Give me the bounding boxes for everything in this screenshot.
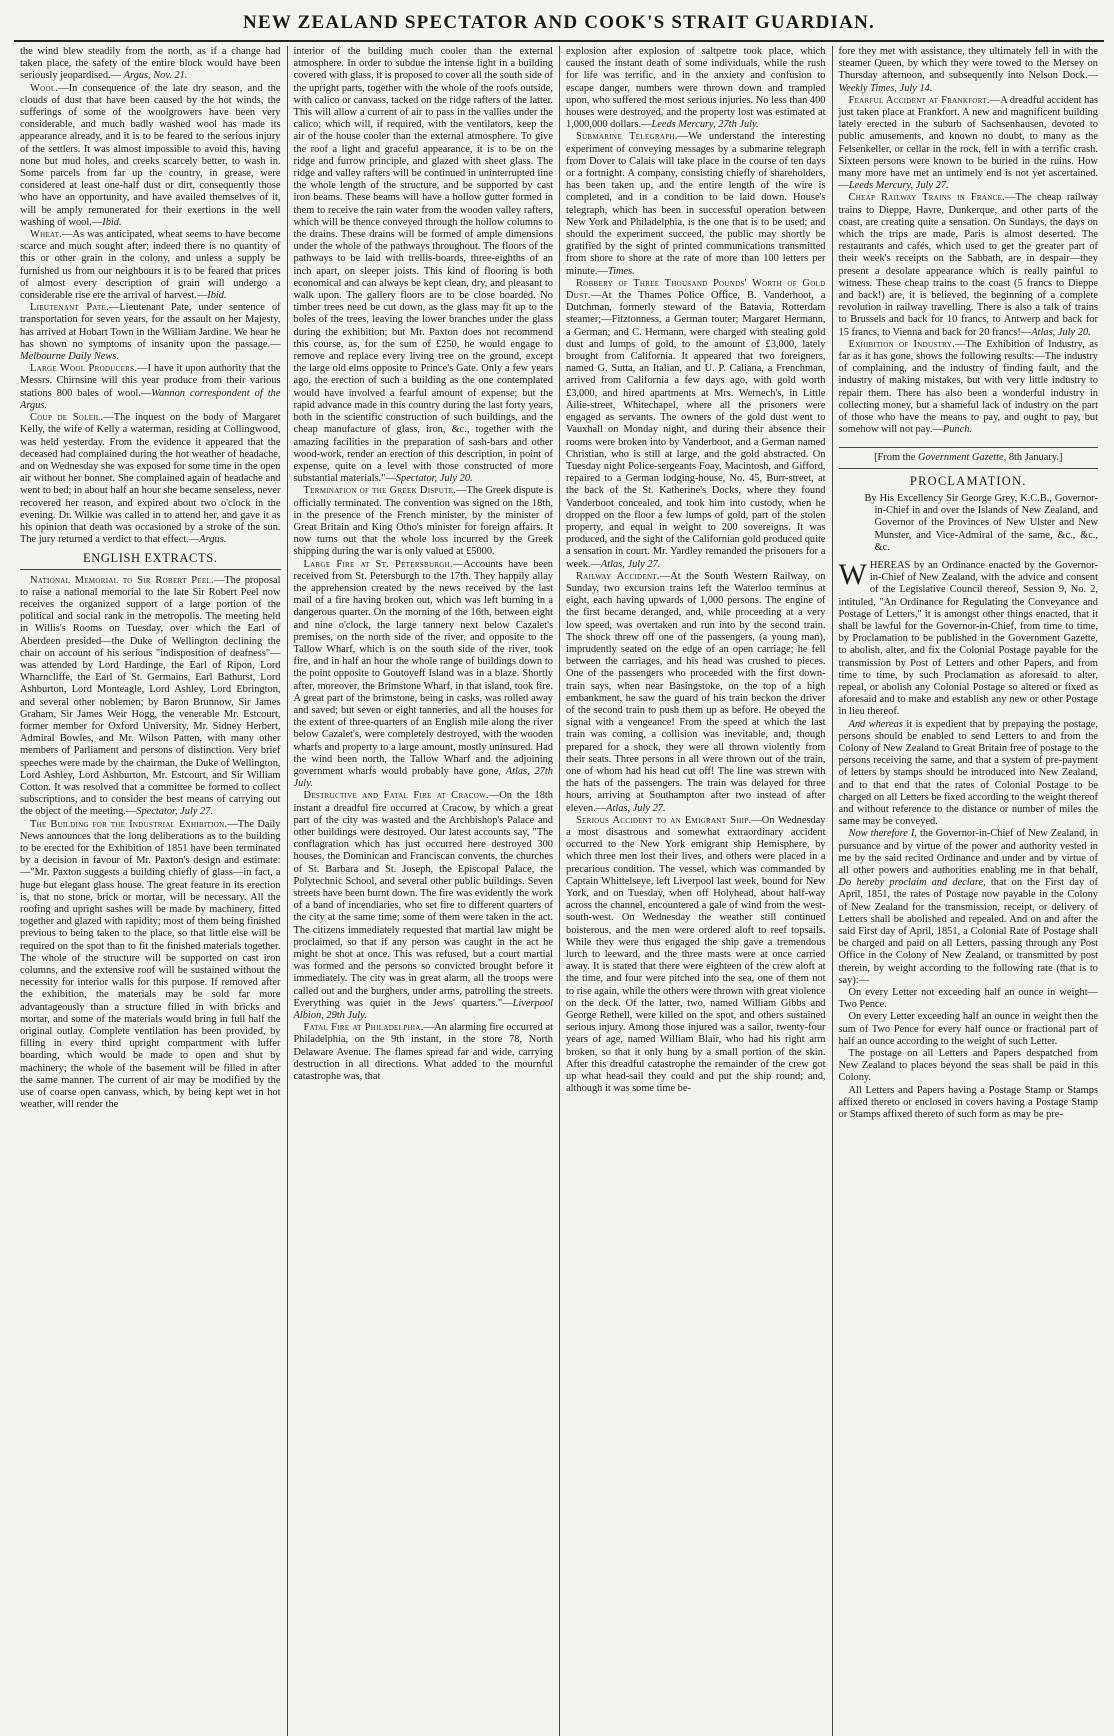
column-3 (559, 46, 832, 1736)
article-wheat: Wheat.—As was anticipated, wheat seems to have become scarce and much sought after; indeed there is no quantity of this or other grain in the colony, and unless a supply be furnished us from our neighbours it is to be feared that prices of almost every description of grain will undergo a considerable rise ere the arrival of harvest.—Ibid. (20, 229, 281, 302)
article-peel-memorial: National Memorial to Sir Robert Peel.—The proposal to raise a national memorial to the late Sir Robert Peel now receives the organized support of a large portion of the political and social rank in the metropolis. The meeting held in Willis's Rooms on Tuesday, over which the Earl of Aberdeen presided—the Duke of Wellington declining the chair on account of his serious "indisposition of deafness"—was attended by Lord Hardinge, the Earl of Ripon, Lord Wharncliffe, the Earl of St. Germains, Earl Bathurst, Lord Ashburton, Lord Monteagle, Lord Ashley, Lord Ebrington, and several other noblemen; by Baron Brunnow, Sir James Graham, Sir James Weir Hogg, the venerable Mr. Estcourt, former member for Oxford University, Mr. Sidney Herbert, Admiral Bowles, and Mr. Wilson Patten, with many other members of Parliament and persons of distinction. Very brief speeches were made by the chairman, the Duke of Wellington, Lord Ashley, Lord Ashburton, Mr. Estcourt, and Sir William Cotton. It was resolved that a committee be formed to collect subscriptions, and to consider the best means of carrying out the object of the meeting.—Spectator, July 27. (20, 574, 281, 818)
masthead-title: NEW ZEALAND SPECTATOR AND COOK'S STRAIT GUARDIAN. (14, 6, 1104, 42)
gazette-source-line: [From the Government Gazette, 8th January.] (839, 447, 1099, 469)
article-railway-accident: Railway Accident.—At the South Western Railway, on Sunday, two excursion trains left the Waterloo terminus at eight, each having upwards of 1,000 persons. The engine of the first became deranged, and, while proceeding at a very low speed, was overtaken and run into by the second train. The shock threw off one of the passengers, (a young man), imprudently seated on the edge of an open carriage; he fell between the carriages, and his head was crushed to pieces. One of the passengers who proceeded with the first down-train says, when near Basingstoke, on the top of a high embankment, he saw the guard of his train beckon the driver of the second train to push them up as before. He obeyed the signal with a vengeance! From the speed at which the last train was coming, a collision was inevitable, and, though prepared for a shock, they were all thrown violently from their seats. Three persons in all were thrown out of the train, one of whom had his head cut off! The line was strewn with the hats of the passengers. The train was delayed for three hours, arriving at Southampton after two instead of after eleven.—Atlas, July 27. (566, 570, 826, 814)
proclamation-and-whereas: And whereas it is expedient that by prepaying the postage, persons should be enabled to send Letters to and from the Colony of New Zealand to Great Britain free of postage to the persons receiving the same, and that a system of pre-payment of letters by stamps should be introduced into New Zealand, and to that end that the rates of Colonial Postage to be charged on all Letters be fixed according to the weight thereof and without reference to the distance or number of miles the same may be conveyed. (838, 718, 1098, 828)
proclamation-rate-4: All Letters and Papers having a Postage Stamp or Stamps affixed thereto or enclosed in covers having a Postage Stamp or Stamps affixed thereto of such form as may be pre- (838, 1084, 1098, 1121)
article-lieutenant-pate: Lieutenant Pate.—Lieutenant Pate, under sentence of transportation for seven years, for the assault on her Majesty, has arrived at Hobart Town in the William Jardine. We hear he has shown no symptoms of insanity upon the passage.—Melbourne Daily News. (20, 302, 281, 363)
column-2 (287, 46, 560, 1736)
article-fire-end: the wind blew steadily from the north, as if a change had taken place, the safety of the entire block would have been seriously jeopardised.— Argus, Nov. 21. (20, 46, 281, 82)
proclamation-whereas: WHEREAS by an Ordinance enacted by the Governor-in-Chief of New Zealand, with the advice and consent of the Legislative Council thereof, Session 9, No. 2, intituled, "An Ordinance for Regulating the Conveyance and Postage of Letters," it is amongst other things enacted, that it shall be lawful for the Governor-in-Chief, from time to time, by Proclamation to be published in the Government Gazette, to abolish, alter, and fix the Colonial Postage payable for the transmission by Post of Letters and other Papers, and from time to time, by such Proclamation as aforesaid to alter, repeal, or abolish any Colonial Postage so altered or fixed as aforesaid and to make and establish any new or other Postage in lieu thereof. (838, 557, 1098, 718)
article-emigrant-ship: Serious Accident to an Emigrant Ship.—On Wednesday a most disastrous and somewhat extraordinary accident occurred to the New York emigrant ship Hemisphere, by which three men lost their lives, and others were placed in a precarious condition. The vessel, which was commanded by Captain Whittelseye, left Liverpool last week, bound for New York, and on Tuesday, when off Holyhead, about half-way across the channel, encountered a gale of wind from the west-south-west. On Wednesday the weather still continued boisterous, and the men were ordered aloft to reef topsails. While they were thus engaged the ship gave a tremendous lurch to leeward, and the three masts were at once carried away. It is stated that there were eighteen of the crew aloft at the time, and four were pitched into the sea, one of them not to rise again, while the others were thrown with great violence on the deck. Of the latter, two, named William Gibbs and George Rethell, were killed on the spot, and others sustained serious injury. Among those injured was a sailor, twenty-four years of age, named William Blair, who had his right arm broken, so that it only hung by a small portion of the skin. After this dreadful catastrophe the remainder of the crew got up what head-sail they could and put the ship round; and, although it was some time be- (566, 814, 826, 1095)
article-fire-philadelphia: Fatal Fire at Philadelphia.—An alarming fire occurred at Philadelphia, on the 9th instant, in the store 78, North Delaware Avenue. The flames spread far and wide, carrying destruction in all directions. What added to the mournful catastrophe was, that (293, 1022, 553, 1083)
article-submarine-telegraph: Submarine Telegraph.—We understand the interesting experiment of conveying messages by a submarine telegraph from Dover to Calais will take place in the course of ten days or a fortnight. A company, consisting chiefly of shareholders, has been taken up, and the entire length of the wire is completed, and in a condition to be laid down. House's telegraph, which has been in successful operation between New York and Philadelphia, is the one that is to be used; and should the experiment succeed, the public may shortly be gratified by the sight of printed communications transmitted from shore to shore at the rate of more than 100 letters per minute.—Times. (566, 131, 826, 277)
drop-cap: W (838, 557, 867, 591)
article-large-wool-producers: Large Wool Producers.—I have it upon authority that the Messrs. Chirnsine will this year produce from their various stations 800 bales of wool.—Wannon correspondent of the Argus. (20, 363, 281, 411)
article-coup-de-soleil: Coup de Soleil.—The inquest on the body of Margaret Kelly, the wife of Kelly a waterman, residing at Collingwood, was held yesterday. From the evidence it appeared that the deceased had complained during the hot weather of headache, and on Wednesday she was exposed for some time in the open air without her bonnet. She complained again of headache and went to bed; in about half an hour she became senseless, never recovered her reason, and expired about two o'clock in the evening. Dr. Wilkie was called in to attend her, and gave it as his opinion that death was occasioned by a stroke of the sun. The jury returned a verdict to that effect.—Argus. (20, 412, 281, 546)
article-greek-dispute: Termination of the Greek Dispute.—The Greek dispute is officially terminated. The convention was signed on the 18th, in the presence of the French minister, by the minister of Great Britain and King Otho's minister for foreign affairs. It now turns out that the whole loss incurred by the Greek shipping during the war is only valued at £5000. (293, 485, 553, 558)
column-1 (14, 46, 287, 1736)
article-fire-st-petersburgh: Large Fire at St. Petersburgh.—Accounts have been received from St. Petersburgh to the 17th. They happily allay the apprehension created by the news received by the last mail of a fire having broken out, which was left burning in a dangerous quarter. On the morning of the 16th, between eight and nine o'clock, the large tannery next below Cazalet's premises, on the north side of the river, and opposite to the Tallow Wharf, which is on the south side of the river, took fire, and in half an hour the whole range of buildings down to the point opposite to Goutoyeff Island was in a blaze. Shortly after, moreover, the Brimstone Wharf, in that island, took fire. A great part of the brimstone, being in casks, was rolled away and saved; but seven or eight tanneries, and all the houses for the extent of three-quarters of an English mile along the river below Cazalet's, were completely destroyed, with the wooden wharfs and property to a large amount, mostly uninsured. Had the wind been north, the Tallow Wharf and the adjoining government wharfs would probably have gone, Atlas, 27th July. (293, 558, 554, 790)
article-fire-cracow: Destructive and Fatal Fire at Cracow.—On the 18th instant a dreadful fire occurred at Cracow, by which a great part of the city was wasted and the Archbishop's Palace and other buildings were destroyed. Our latest accounts say, "The conflagration which has just occurred here destroyed 300 houses, the Dominican and Franciscan convents, the churches of St. Barbara and St. Joseph, the Episcopal Palace, the Polytechnic School, and several other public buildings. Seven streets have been burnt down. The fire was evidently the work of a band of incendiaries, who set fire to different quarters of the city at the same time; some of them were taken in the act. The citizens immediately requested that martial law might be proclaimed, so that if any person was caught in the act he might be shot at once. This was refused, but a court martial was formed and the persons so convicted brought before it immediately. The city was in great alarm, all the troops were called out and the burghers, under arms, patrolling the streets. Everything was quiet in the Jews' quarters."—Liverpool Albion, 29th July. (293, 790, 553, 1022)
article-exhibition-of-industry: Exhibition of Industry.—The Exhibition of Industry, as far as it has gone, shows the following results:—The industry of complaining, and the industry of finding fault, and the industry of making mistakes, but with very little industry to repair them. There has also been a wonderful industry in collecting money, but a shameful lack of industry on the part of those who have the means to pay, and ought to pay, but somehow will not pay.—Punch. (838, 338, 1099, 436)
proclamation-intro: By His Excellency Sir George Grey, K.C.B., Governor-in-Chief in and over the Islands of New Zealand, and Governor of the Provinces of New Ulster and New Munster, and Vice-Admiral of the same, &c., &c., &c. (864, 492, 1098, 553)
columns (14, 46, 1104, 1736)
proclamation-rate-3: The postage on all Letters and Papers despatched from New Zealand to places beyond the seas shall be paid in this Colony. (838, 1048, 1098, 1084)
proclamation-now-therefore: Now therefore I, the Governor-in-Chief of New Zealand, in pursuance and by virtue of the power and authority vested in me by the said recited Ordinance and under and by virtue of all other powers and authorities enabling me in that behalf, Do hereby proclaim and declare, that on the First day of April, 1851, the rates of Postage now payable in the Colony of New Zealand for the transmission, receipt, or delivery of Letters shall be abolished and repealed. And on and after the said First day of April, 1851, a Colonial Rate of Postage shall be charged and paid on all Letters, passing through any Post Office in the Colony of New Zealand, or transmitted by post therein, by weight according to the following rate (that is to say):— (838, 828, 1098, 986)
article-wool: Wool.—In consequence of the late dry season, and the clouds of dust that have been caused by the hot winds, the sufferings of some of the woolgrowers have been very considerable, and much badly washed wool has made its appearance already, and it is to be feared to the serious injury of the settlers. It was almost impossible to avoid this, having none but mud holes, and creeks scarcely better, to wash in. Some parcels from far up the country, in grease, were considered at least one-half dust or dirt, consequently those who have an opportunity, and have availed themselves of it, will be amply remunerated for their exertions in the well washing of wool.—Ibid. (20, 82, 281, 228)
column-4 (832, 46, 1105, 1736)
article-emigrant-ship-cont: fore they met with assistance, they ultimately fell in with the steamer Queen, by which they were towed to the Mersey on Thursday afternoon, and subsequently into Nelson Dock.—Weekly Times, July 14. (838, 46, 1098, 94)
proclamation-rate-1: On every Letter not exceeding half an ounce in weight—Two Pence. (838, 987, 1098, 1011)
section-english-extracts: ENGLISH EXTRACTS. (20, 552, 281, 569)
proclamation-title: PROCLAMATION. (909, 473, 1027, 488)
article-frankfort-accident: Fearful Accident at Frankfort.—A dreadful accident has just taken place at Frankfort. A new and magnificent building lately erected in the suburb of Sachsenhausen, devoted to public amusements, and known no doubt, to many as the Felsenkeller, or cellar in the rock, fell in with a terrific crash. Sixteen persons were known to be buried in the ruins. How many more have met an untimely end is not yet ascertained.—Leeds Mercury, July 27. (838, 94, 1098, 192)
article-exhibition-building: The Building for the Industrial Exhibition.—The Daily News announces that the long deliberations as to the building to be erected for the Exhibition of 1851 have been terminated by a decision in favour of Mr. Paxton's design and estimate:—"Mr. Paxton suggests a building chiefly of glass—in fact, a huge but elegant glass house. The great feature in its erection is, that no stone, brick or mortar, will be necessary. All the roofing and upright sashes will be made by machinery, fitted together and glazed with rapidity; most of them being finished previous to being taken to the place, so that little else will be required on the spot than to fit the finished materials together. The whole of the structure will be supported on cast iron columns, and the extensive roof will be sustained without the necessity for interior walls for this purpose. If removed after the exhibition, the materials may be sold far more advantageously than a structure filled in with bricks and mortar, and some of the materials would bring in full half the original outlay. Complete ventilation has been provided, by filling in every third upright compartment with luffer boarding, which would be made to open and shut by machinery; the whole of the basement will be filled in after the same manner. The current of air may be modified by the use of coarse open canvass, which, by being kept wet in hot weather, will render the (20, 818, 281, 1111)
article-cheap-trains-france: Cheap Railway Trains in France.—The cheap railway trains to Dieppe, Havre, Dunkerque, and other parts of the coast, are creating quite a sensation. On Sundays, the days on which the trips are made, Paris is almost deserted. The restaurants and cafés, which used to get the greater part of their week's receipts on the Sabbath, are in despair—they present a desolate appearance which is really painful to witness. These cheap trains to the coast (5 francs to Dieppe and back!) are, it is believed, the beginning of a complete revolution in railway travelling. There is also a talk of trains to Brussels and back for 10 francs, to Antwerp and back for 15 francs, to Vienna and back for 20 francs!—Atlas, July 20. (838, 192, 1099, 338)
article-philadelphia-cont: explosion after explosion of saltpetre took place, which caused the instant death of some individuals, while the rush for life was terrific, and in the anxiety and confusion to escape danger, numbers were thrown down and trampled upon, who suffered the most serious injuries. No less than 400 houses were destroyed, and the property lost was estimated at 1,000,000 dollars.—Leeds Mercury, 27th July. (566, 46, 826, 131)
article-exhibition-building-cont: interior of the building much cooler than the external atmosphere. In order to subdue the intense light in a building covered with glass, it is proposed to cover all the south side of the upright parts, together with the whole of the roofs outside, with calico or canvass, tacked on the ridge rafters of the latter. This will allow a current of air to pass in the vallies under the calico; which will, if required, with the ventilators, keep the air of the house cooler than the external atmosphere. To give the roof a light and graceful appearance, it is to be on the ridge and furrow principle, and glazed with sheet glass. The ridge and valley rafters will be continued in uninterrupted line the whole length of the structure, and be supported by cast iron beams. These beams will have a hollow gutter formed in them to receive the rain water from the wooden valley rafters, which will be thence conveyed through the hollow columns to the drains. These drains will be formed of ample dimensions under the whole of the pathways throughout. The floors of the pathways to be laid with trellis-boards, three-eighths of an inch apart, on sleeper joists. This kind of flooring is both economical and can always be kept clean, dry, and pleasant to walk upon. The gallery floors are to be close boarded. No timber trees need be cut down, as the glass may fit up to the boles of the trees, leaving the lower branches under the glass during the exhibition; but Mr. Paxton does not recommend this course, as, for the sum of £250, he would engage to remove and replace every living tree on the ground, except the large old elms opposite to Prince's Gate. Only a few years ago, the erection of such a building as the one contemplated would have involved a fearful amount of expense; but the rapid advance made in this country during the last forty years, both in the scientific construction of such buildings, and the cheap manufacture of glass, iron, &c., together with the amazing facilities in the preparation of sash-bars and other wood-work, render an erection of this description, in point of expense, quite on a level with those constructed of more substantial materials."—Spectator, July 20. (293, 46, 553, 485)
article-gold-dust-robbery: Robbery of Three Thousand Pounds' Worth of Gold Dust.—At the Thames Police Office, B. Vanderhoot, a Dutchman, formerly steward of the Batavia, Rotterdam steamer;—Fitztonness, a German touter; Margaret Hermann, a German; and C. Hermann, were charged with stealing gold dust and lumps of gold, to the amount of £3,000, lately brought from California. It appeared that two foreigners, named G. Sutta, an Italian, and U. P. Caliana, a Frenchman, arrived from California a few days ago, with gold worth £3,000, and hired apartments at Mrs. Wernech's, in Little Ailie-street, Whitechapel, where all the prisoners were engaged as servants. The owners of the gold dust went to Vauxhall on Monday night, and during their absence their rooms were broken into by Vanderboot, and a German named Christian, who is still at large, and the gold abstracted. On Tuesday night Police-sergeants Foay, Macintosh, and Gifford, repaired to a German lodging-house, No. 45, Burr-street, at the back of the St. Katherine's Docks, where they found Vanderboot concealed, and took him into custody, when he dropped on the floor a few lumps of gold, part of the stolen property, and equal in weight to 200 sovereigns. It was produced, and the sight of the Californian gold produced quite a sensation in court. Mr. Yardley remanded the prisoners for a week.—Atlas, July 27. (566, 277, 826, 570)
proclamation-rate-2: On every Letter exceeding half an ounce in weight then the sum of Two Pence for every half ounce or fractional part of half an ounce according to the weight of such Letter. (838, 1011, 1098, 1047)
